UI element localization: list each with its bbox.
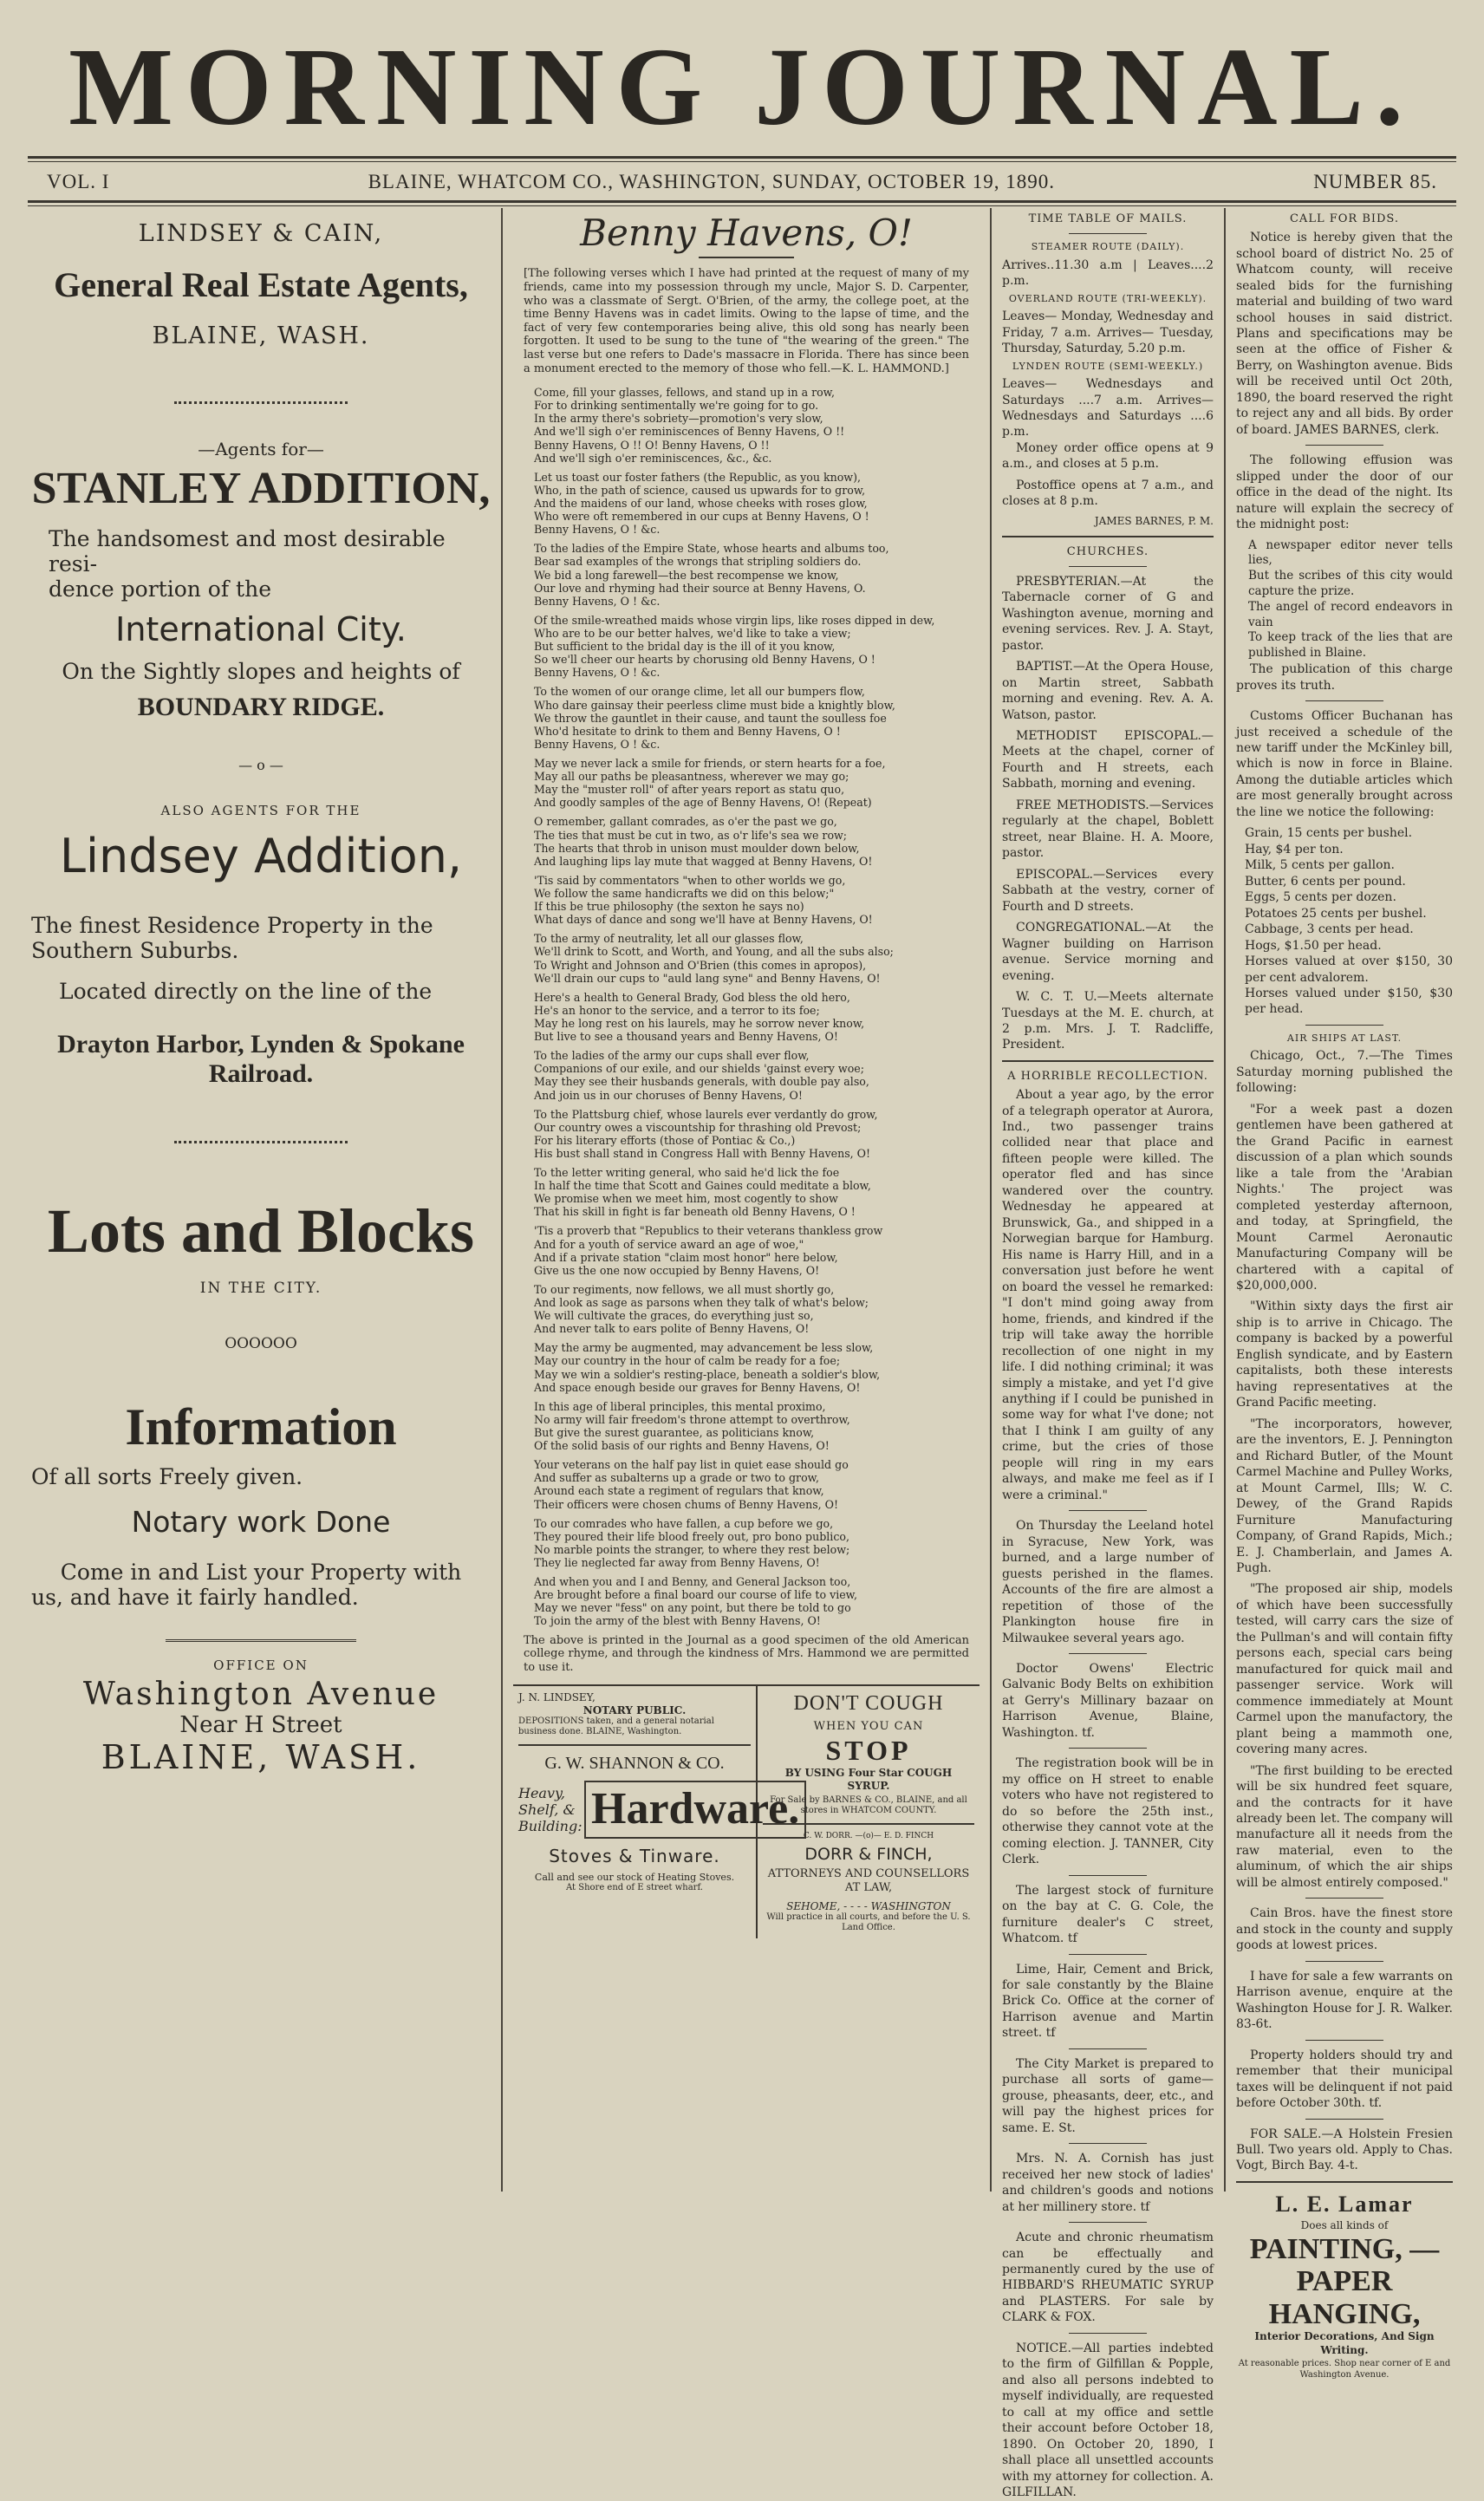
- firm-tagline: General Real Estate Agents,: [54, 265, 468, 304]
- notary-work: Notary work Done: [131, 1505, 391, 1539]
- stanza: May we never lack a smile for friends, or stern hearts for a foe, May all our paths be pleasantness, wherever we may go; May the "muster roll" of after years report as statu quo, And goodly samples of the age of Benny Havens, O! (Repeat): [534, 756, 886, 810]
- tariff-item: Butter, 6 cents per pound.: [1245, 874, 1406, 889]
- come-in-1: Come in and List your Property with: [60, 1560, 462, 1585]
- firm-town: BLAINE, WASH.: [152, 322, 370, 349]
- church-item: METHODIST EPISCOPAL.—Meets at the chapel, corner of Fourth and H streets, each Sabbath, morning and evening.: [1002, 729, 1214, 791]
- divider: [1305, 1961, 1383, 1962]
- divider: [1069, 1954, 1147, 1955]
- columns: [21, 208, 1463, 2500]
- divider: [518, 1744, 751, 1746]
- stanza: To our comrades who have fallen, a cup before we go, They poured their life blood freely out, pro bono publico, No marble points the stranger, to where they rest below; They lie neglected far away from Benny Havens, O!: [534, 1516, 850, 1569]
- taxes: Property holders should try and remember that their municipal taxes will be delinquent if not paid before October 30th. tf.: [1236, 2048, 1453, 2111]
- divider: [1069, 1748, 1147, 1749]
- dorr-finch: DORR & FINCH,: [804, 1844, 933, 1864]
- divider: [166, 1639, 356, 1642]
- tariff-item: Potatoes 25 cents per bushel.: [1245, 906, 1427, 921]
- firm-name: LINDSEY & CAIN,: [138, 220, 384, 247]
- news-item: The largest stock of furniture on the bay at C. G. Cole, the furniture dealer's C street, Whatcom. tf: [1002, 1883, 1214, 1946]
- sehome: SEHOME, - - - - WASHINGTON: [786, 1899, 951, 1912]
- stanza: And when you and I and Benny, and General Jackson too, Are brought before a final board our course of life to view, May we never "fess" on any point, but there be told to go To join the army of the blest with Benny Havens, O!: [534, 1575, 857, 1628]
- when-you-can: WHEN YOU CAN: [813, 1720, 924, 1734]
- divider: [1069, 566, 1147, 567]
- desc-line-6: Located directly on the line of the: [59, 979, 433, 1004]
- warrants: I have for sale a few warrants on Harrison avenue, enquire at the Washington House for J. R. Walker. 83-6t.: [1236, 1969, 1453, 2032]
- poem-column: [503, 208, 992, 2192]
- stanza: To the letter writing general, who said he'd lick the foe In half the time that Scott and Gaines could meditate a blow, We promise when we meet him, most cogently to show That his skill in fight is far beneath old Benny Havens, O !: [534, 1166, 871, 1219]
- shannon-name: G. W. SHANNON & CO.: [544, 1754, 725, 1774]
- also-agents: ALSO AGENTS FOR THE: [160, 803, 361, 818]
- air-ships-heading: AIR SHIPS AT LAST.: [1286, 1032, 1403, 1044]
- stop: STOP: [825, 1734, 912, 1766]
- information: Information: [125, 1398, 397, 1456]
- divider: [1069, 1653, 1147, 1654]
- church-item: FREE METHODISTS.—Services regularly at the chapel, Boblett street, near Blaine. H. A. Moore, pastor.: [1002, 798, 1214, 861]
- tariff-item: Horses valued at over $150, 30 per cent advalorem.: [1245, 954, 1453, 985]
- tariff-item: Milk, 5 cents per gallon.: [1245, 858, 1395, 873]
- divider: [1069, 1510, 1147, 1511]
- desc-line-3: On the Sightly slopes and heights of: [62, 659, 460, 684]
- practice: Will practice in all courts, and before the U. S. Land Office.: [766, 1912, 971, 1933]
- international-city: International City.: [115, 610, 407, 648]
- stanza: 'Tis said by commentators "when to other worlds we go, We follow the same handicrafts we did on this below;" If this be true philosophy (the sexton he says no) What days of dance and song we'll have at Benny Havens, O!: [534, 873, 873, 927]
- lots-and-blocks: Lots and Blocks: [47, 1196, 475, 1266]
- divider: [1069, 2222, 1147, 2223]
- air-para: "Within sixty days the first air ship is to arrive in Chicago. The company is backed by a powerful English syndicate, and by Eastern capitalists, both these interests having representatives at the Grand Pacific meeting.: [1236, 1299, 1453, 1410]
- stanza: May the army be augmented, may advancement be less slow, May our country in the hour of calm be ready for a foe; May we win a soldier's resting-place, beneath a soldier's blow, And space enough beside our graves for Benny Havens, O!: [534, 1341, 881, 1394]
- stoves-tinware: Stoves & Tinware.: [549, 1845, 720, 1866]
- divider: [174, 1141, 348, 1143]
- masthead-title: MORNING JOURNAL.: [68, 25, 1416, 148]
- effusion-text: The following effusion was slipped under the door of our office in the dead of the night. Its nature will explain the secrecy of the midnight post:: [1236, 453, 1453, 532]
- effusion-verse: A newspaper editor never tells lies, But the scribes of this city would capture the prize. The angel of record endeavors in vain To keep track of the lies that are published in Blaine.: [1248, 537, 1453, 661]
- near-h-street: Near H Street: [179, 1712, 342, 1738]
- overland-times: Leaves— Monday, Wednesday and Friday, 7 a.m. Arrives— Tuesday, Thursday, Saturday, 5.20 p.m.: [1002, 309, 1214, 356]
- interior-decorations: Interior Decorations, And Sign Writing.: [1254, 2330, 1435, 2357]
- divider: [1069, 1875, 1147, 1876]
- attorneys: ATTORNEYS AND COUNSELLORS AT LAW,: [767, 1867, 970, 1895]
- bull-for-sale: FOR SALE.—A Holstein Fresien Bull. Two years old. Apply to Chas. Vogt, Birch Bay. 4-t.: [1236, 2127, 1453, 2173]
- news-item: Lime, Hair, Cement and Brick, for sale constantly by the Blaine Brick Co. Office at the corner of Harrison avenue and Martin street. tf: [1002, 1962, 1214, 2041]
- church-item: BAPTIST.—At the Opera House, on Martin street, Sabbath morning and evening. Rev. A. A. Watson, pastor.: [1002, 660, 1214, 722]
- tariff-item: Hay, $4 per ton.: [1245, 842, 1344, 856]
- mails-heading: TIME TABLE OF MAILS.: [1028, 212, 1188, 225]
- bids-column: [1226, 208, 1463, 2381]
- stanza: To the ladies of the army our cups shall ever flow, Companions of our exile, and our shields 'gainst every woe; May they see their husbands generals, with double pay also, And join us in our choruses of Benny Havens, O!: [534, 1049, 869, 1102]
- horrible-heading: A HORRIBLE RECOLLECTION.: [1007, 1069, 1208, 1083]
- notary-title: NOTARY PUBLIC.: [583, 1703, 687, 1716]
- stanza: To the Plattsburg chief, whose laurels ever verdantly do grow, Our country owes a viscountship for thrashing old Prevost; For his literary efforts (those of Pontiac & Co.,) His bust shall stand in Congress Hall with Benny Havens, O!: [534, 1107, 878, 1160]
- divider: [1069, 2333, 1147, 2334]
- lamar-does: Does all kinds of: [1300, 2219, 1389, 2232]
- freely-given: Of all sorts Freely given.: [31, 1464, 303, 1489]
- stanza: To the army of neutrality, let all our glasses flow, We'll drink to Scott, and Worth, and Young, and all the subs also; To Wright and Johnson and O'Brien (this comes in apropos), We'll drain our cups to "auld lang syne" and Benny Havens, O!: [534, 932, 894, 985]
- poem-intro: [The following verses which I have had printed at the request of many of my friends, came into my possession through my uncle, Major S. D. Carpenter, who was a classmate of Sergt. O'Brien, of the army, the college poet, at the time Benny Havens was in cadet limits. Owing to the lapse of time, and the fact of very few contemporaries being alive, this old song has nearly been forgotten. It used to be sung to the tune of "the wearing of the green." The last verse but one refers to Dade's massacre in Florida. There has since been a monument erected to the memory of those who fell.—K. L. HAMMOND.]: [524, 267, 969, 375]
- railroad-line-1: Drayton Harbor, Lynden & Spokane: [57, 1030, 465, 1058]
- air-para: Chicago, Oct., 7.—The Times Saturday morning published the following:: [1236, 1049, 1453, 1096]
- divider: [1069, 2048, 1147, 2049]
- o-separator: — o —: [238, 757, 283, 773]
- railroad-line-2: Railroad.: [208, 1059, 314, 1088]
- lynden-times: Leaves— Wednesdays and Saturdays ....7 a.m. Arrives— Wednesdays and Saturdays ....6 p.m.: [1002, 377, 1214, 440]
- dateline-rule: [28, 200, 1456, 206]
- air-para: "The first building to be erected will be six hundred feet square, and the contracts for it have already been let. The company will manufacture all it needs from the raw material, even to the aluminum, of which the air ships will be almost entirely composed.": [1236, 1763, 1453, 1890]
- tariff-item: Hogs, $1.50 per head.: [1245, 938, 1382, 953]
- divider: [1236, 2181, 1453, 2183]
- bids-text: Notice is hereby given that the school board of district No. 25 of Whatcom county, will receive sealed bids for the furnishing material and building of two ward school houses in said district. Plans and specifications may be seen at the office of Fisher & Berry, on Washington avenue. Bids will be received until Oct 20th, 1890, the board reserved the right to reject any and all bids. By order of board. JAMES BARNES, clerk.: [1236, 231, 1453, 437]
- church-item: W. C. T. U.—Meets alternate Tuesdays at the M. E. church, at 2 p.m. Mrs. J. T. Radcliffe, President.: [1002, 990, 1214, 1052]
- divider: [1305, 2040, 1383, 2041]
- left-ads: [513, 1686, 800, 1938]
- divider: [1002, 1060, 1214, 1062]
- heating-stoves: Call and see our stock of Heating Stoves.: [534, 1871, 735, 1883]
- divider: [1305, 1898, 1383, 1899]
- notices-column: [992, 208, 1226, 2500]
- stanza: To the women of our orange clime, let all our bumpers flow, Who dare gainsay their peerless clime must bide a knightly blow, We throw the gauntlet in their cause, and taunt the soulless foe Who'd hesitate to drink to them and Benny Havens, O ! Benny Havens, O ! &c.: [534, 685, 895, 751]
- tariff-item: Cabbage, 3 cents per head.: [1245, 922, 1414, 937]
- stanza: Let us toast our foster fathers (the Republic, as you know), Who, in the path of science, caused us upwards for to grow, And the maidens of our land, whose cheeks with roses glow, Who were oft remembered in our cups at Benny Havens, O ! Benny Havens, O ! &c.: [534, 470, 869, 537]
- poem-note: The above is printed in the Journal as a good specimen of the old American college rhyme, and through the kindness of Mrs. Hammond we are permitted to use it.: [524, 1633, 969, 1674]
- steamer-times: Arrives..11.30 a.m | Leaves....2 p.m.: [1002, 257, 1214, 289]
- notary-name: J. N. LINDSEY,: [518, 1691, 596, 1704]
- lynden-heading: LYNDEN ROUTE (SEMI-WEEKLY.): [1012, 360, 1204, 372]
- air-para: "The proposed air ship, models of which have been successfully tested, will carry cars the size of the Pullman's and will contain fifty persons each, special cars being manufactured for quick mail and passenger service. Work will commence immediately at Mount Carmel upon the manufactory, the plant being a mammoth one, covering many acres.: [1236, 1582, 1453, 1757]
- lamar-name: L. E. Lamar: [1275, 2191, 1414, 2217]
- news-item: The registration book will be in my office on H street to enable voters who have not registered to do so before the 25th inst., otherwise they cannot vote at the coming election. J. TANNER, City Clerk.: [1002, 1756, 1214, 1867]
- volume: VOL. I: [47, 171, 110, 192]
- news-item: The City Market is prepared to purchase all sorts of game—grouse, pheasants, deer, etc., and will pay the highest prices for same. E. St.: [1002, 2056, 1214, 2135]
- in-the-city: IN THE CITY.: [199, 1280, 322, 1297]
- church-item: CONGREGATIONAL.—At the Wagner building on Harrison avenue. Service morning and evening.: [1002, 921, 1214, 983]
- money-order: Money order office opens at 9 a.m., and closes at 5 p.m.: [1002, 440, 1214, 472]
- steamer-heading: STEAMER ROUTE (DAILY).: [1031, 241, 1185, 253]
- stanley-addition: STANLEY ADDITION,: [31, 464, 491, 513]
- place-date: BLAINE, WHATCOM CO., WASHINGTON, SUNDAY, OCTOBER 19, 1890.: [368, 171, 1055, 192]
- poem-title: Benny Havens, O!: [580, 212, 913, 254]
- stanza: Of the smile-wreathed maids whose virgin lips, like roses dipped in dew, Who are to be our better halves, we'd like to take a view; But sufficient to the bridal day is the ill of it you know, So we'll cheer our hearts by chorusing old Benny Havens, O ! Benny Havens, O ! &c.: [534, 613, 935, 680]
- news-item: On Thursday the Leeland hotel in Syracuse, New York, was burned, and a large number of guests perished in the flames. Accounts of the fire are almost a repetition of those of the Plankington house fire in Milwaukee several years ago.: [1002, 1519, 1214, 1645]
- divider: [1305, 445, 1383, 446]
- bids-heading: CALL FOR BIDS.: [1289, 212, 1400, 225]
- notary-text: DEPOSITIONS taken, and a general notarial business done. BLAINE, Washington.: [518, 1716, 714, 1737]
- divider: [1002, 536, 1214, 537]
- church-item: PRESBYTERIAN.—At the Tabernacle corner of G and Washington avenue, morning and evening services. Rev. J. A. Stayt, pastor.: [1002, 574, 1214, 653]
- stanza: Here's a health to General Brady, God bless the old hero, He's an honor to the service, and a terror to its foe; May he long rest on his laurels, may he sorrow never know, But live to see a thousand years and Benny Havens, O!: [534, 990, 865, 1044]
- right-ads: [758, 1686, 980, 1938]
- title-rule: [699, 257, 794, 258]
- divider: [174, 401, 348, 404]
- divider: [1305, 2119, 1383, 2120]
- news-item: Mrs. N. A. Cornish has just received her new stock of ladies' and children's goods and notions at her millinery store. tf: [1002, 2152, 1214, 2214]
- postoffice-hours: Postoffice opens at 7 a.m., and closes at 8 p.m.: [1002, 478, 1214, 509]
- divider: [1069, 2143, 1147, 2144]
- masthead-rule: [28, 156, 1456, 162]
- stanza: To the ladies of the Empire State, whose hearts and albums too, Bear sad examples of the wrongs that stripling soldiers do. We bid a long farewell—the best recompense we know, Our love and rhyming had their source at Benny Havens, O. Benny Havens, O ! &c.: [534, 542, 889, 608]
- stanza: 'Tis a proverb that "Republics to their veterans thankless grow And for a youth of service award an age of woe," And if a private station "claim most honor" here below, Give us the one now occupied by Benny Havens, O!: [534, 1224, 883, 1277]
- divider: [1305, 700, 1383, 701]
- tariff-item: Horses valued under $150, $30 per head.: [1245, 987, 1453, 1017]
- publication-text: The publication of this charge proves its truth.: [1236, 662, 1453, 693]
- stanza: In this age of liberal principles, this mental proximo, No army will fair freedom's throne attempt to overthrow, But give the surest guarantee, as politicians know, Of the solid basis of our rights and Benny Havens, O!: [534, 1399, 850, 1453]
- tariff-item: Eggs, 5 cents per dozen.: [1245, 890, 1396, 905]
- news-item: NOTICE.—All parties indebted to the firm of Gilfillan & Popple, and also all persons indebted to myself individually, are requested to call at my office and settle their account before October 18, 1890. On October 20, 1890, I shall place all unsettled accounts with my attorney for collection. A. GILFILLAN.: [1002, 2341, 1214, 2500]
- tariff-item: Grain, 15 cents per bushel.: [1245, 826, 1413, 841]
- for-sale-by: For Sale by BARNES & CO., BLAINE, and all stores in WHATCOM COUNTY.: [770, 1794, 967, 1815]
- air-para: "For a week past a dozen gentlemen have been gathered at the Grand Pacific in earnest discussion of a plan which sounds like a tale from the 'Arabian Nights.' The project was completed yesterday afternoon, and today, at Springfield, the Mount Carmel Aeronautic Manufacturing Company will be chartered with a capital of $20,000,000.: [1236, 1102, 1453, 1293]
- overland-heading: OVERLAND ROUTE (TRI-WEEKLY).: [1008, 292, 1207, 304]
- desc-line-1: The handsomest and most desirable resi-: [49, 526, 446, 576]
- office-on: OFFICE ON: [213, 1658, 309, 1673]
- desc-line-5: Southern Suburbs.: [31, 938, 239, 963]
- hardware-label: Hardware.: [584, 1781, 806, 1838]
- partner-names: C. W. DORR. —(o)— E. D. FINCH: [803, 1831, 934, 1840]
- customs-text: Customs Officer Buchanan has just received a schedule of the new tariff under the McKinley bill, which is now in force in Blaine. Among the dutiable articles which are most generally brought across the line we notice the following:: [1236, 709, 1453, 819]
- boundary-ridge: BOUNDARY RIDGE.: [137, 693, 385, 721]
- heavy-shelf-building: Heavy, Shelf, & Building:: [518, 1784, 583, 1834]
- church-item: EPISCOPAL.—Services every Sabbath at the vestry, corner of Fourth and D streets.: [1002, 867, 1214, 914]
- painting-paper-hanging: PAINTING, — PAPER HANGING,: [1249, 2233, 1440, 2330]
- cain-bros: Cain Bros. have the finest store and stock in the county and supply goods at lowest prices.: [1236, 1906, 1453, 1953]
- washington-avenue: Washington Avenue: [82, 1677, 439, 1712]
- dont-cough: DON'T COUGH: [793, 1692, 944, 1716]
- desc-line-4: The finest Residence Property in the: [31, 913, 433, 938]
- postmaster: JAMES BARNES, P. M.: [1094, 514, 1214, 527]
- wharf: At Shore end of E street wharf.: [566, 1882, 703, 1892]
- air-para: "The incorporators, however, are the inventors, E. J. Pennington and Richard Butler, of the Mount Carmel Machine and Pulley Works, at Mount Carmel, Ills; W. C. Dewey, of the Grand Rapids Furniture Manufacturing Company, of Grand Rapids, Mich.; E. J. Chamberlain, and James A. Pugh.: [1236, 1417, 1453, 1575]
- lindsey-addition: Lindsey Addition,: [59, 829, 463, 883]
- real-estate-ad: [21, 208, 503, 2192]
- four-star: BY USING Four Star COUGH SYRUP.: [784, 1767, 953, 1792]
- lamar-footer: At reasonable prices. Shop near corner of E and Washington Avenue.: [1238, 2358, 1451, 2381]
- news-item: Doctor Owens' Electric Galvanic Body Belts on exhibition at Gerry's Millinary bazaar on Harrison Avenue, Blaine, Washington. tf.: [1002, 1662, 1214, 1740]
- divider: [1305, 1025, 1383, 1026]
- stanza: To our regiments, now fellows, we all must shortly go, And look as sage as parsons when they talk of what's below; We will cultivate the graces, do everything just so, And never talk to ears polite of Benny Havens, O!: [534, 1282, 869, 1336]
- divider: [763, 1823, 974, 1825]
- ads-block: [513, 1684, 980, 1938]
- agents-for: —Agents for—: [198, 439, 324, 459]
- poem-body: [513, 386, 980, 1627]
- issue-number: NUMBER 85.: [1313, 171, 1437, 192]
- tariff-list: [1236, 825, 1453, 1018]
- stanza: O remember, gallant comrades, as o'er the past we go, The ties that must be cut in two, as o'r life's sea we row; The hearts that throb in unison must moulder down below, And laughing lips lay mute that wagged at Benny Havens, O!: [534, 815, 873, 868]
- stanza: Your veterans on the half pay list in quiet ease should go And suffer as subalterns up a grade or two to grow, Around each state a regiment of regulars that know, Their officers were chosen chums of Benny Havens, O!: [534, 1458, 849, 1511]
- divider: [1069, 233, 1147, 234]
- horrible-story: About a year ago, by the error of a telegraph operator at Aurora, Ind., two passenger trains collided near that place and fifteen people were killed. The operator fled and has since wandered over the country. Wednesday he appeared at Brunswick, Ga., and shipped in a Norwegian barque for Hamburg. His name is Harry Hill, and in a conversation just before he went on board the vessel he remarked: "I don't mind going away from home, friends, and kindred if the trip will take away the horrible recollection of one night in my life. I did nothing criminal; it was simply a mistake, and yet I'd give anything if I could be punished in some way for what I've done; not that I think I am guilty of any crime, but the cries of those people will ring in my ears always, and make me feel as if I were a criminal.": [1002, 1088, 1214, 1502]
- churches-heading: CHURCHES.: [1066, 544, 1149, 558]
- stanza: Come, fill your glasses, fellows, and stand up in a row, For to drinking sentimentally we're going for to go. In the army there's sobriety—promotion's very slow, And we'll sigh o'er reminiscences of Benny Havens, O !! Benny Havens, O !! O! Benny Havens, O !! And we'll sigh o'er reminiscences, &c., &c.: [534, 386, 845, 465]
- dateline: [21, 162, 1463, 200]
- blaine-wash: BLAINE, WASH.: [101, 1738, 421, 1776]
- zeros: OOOOOO: [225, 1335, 297, 1352]
- desc-line-2: dence portion of the: [49, 576, 271, 602]
- news-item: Acute and chronic rheumatism can be effectually and permanently cured by the use of HIBBARD'S RHEUMATIC SYRUP and PLASTERS. For sale by CLARK & FOX.: [1002, 2231, 1214, 2325]
- come-in-2: us, and have it fairly handled.: [31, 1585, 359, 1610]
